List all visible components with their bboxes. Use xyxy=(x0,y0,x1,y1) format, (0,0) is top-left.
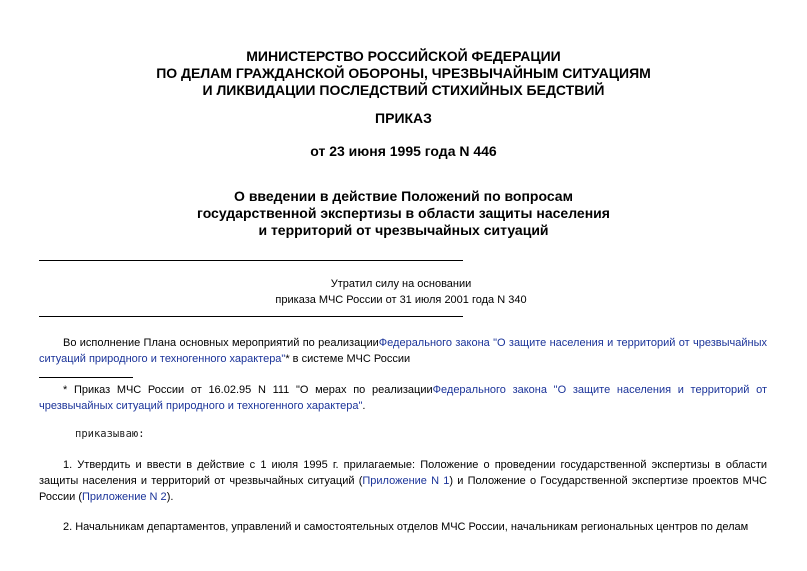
appendix-1-link[interactable]: Приложение N 1 xyxy=(362,475,450,487)
footnote-text: * Приказ МЧС России от 16.02.95 N 111 "О мерах по реализации xyxy=(63,384,433,396)
item-2-paragraph xyxy=(39,519,767,535)
ministry-line-1: МИНИСТЕРСТВО РОССИЙСКОЙ ФЕДЕРАЦИИ xyxy=(246,48,561,64)
document-title-line-3: и территорий от чрезвычайных ситуаций xyxy=(258,222,549,238)
document-title-line-2: государственной экспертизы в области защиты населения xyxy=(197,205,610,221)
ministry-line-2: ПО ДЕЛАМ ГРАЖДАНСКОЙ ОБОРОНЫ, ЧРЕЗВЫЧАЙНЫМ СИТУАЦИЯМ xyxy=(156,65,651,81)
status-note-line-1: Утратил силу на основании xyxy=(330,278,472,290)
footnote-text-after: . xyxy=(362,400,366,412)
footnote-divider xyxy=(39,377,133,378)
document-type: ПРИКАЗ xyxy=(375,110,432,126)
document-title-line-1: О введении в действие Положений по вопросам xyxy=(234,188,573,204)
item-2-text: 2. Начальникам департаментов, управлений и самостоятельных отделов МЧС России, начальникам региональных центров по делам xyxy=(63,521,749,533)
item-1-text-b: ) и Положение о Государственной экспертизе проектов МЧС России ( xyxy=(39,475,767,503)
preamble-paragraph xyxy=(39,335,767,367)
preamble-text: Во исполнение Плана основных мероприятий по реализации xyxy=(63,337,379,349)
item-1-text: 1. Утвердить и ввести в действие с 1 июля 1995 г. прилагаемые: Положение о проведении государственной экспертизы в области защиты населения и территорий от чрезвычайных ситуаций ( xyxy=(39,459,767,487)
status-note-line-2: приказа МЧС России от 31 июля 2001 года N 340 xyxy=(275,294,527,306)
preamble-text-after: * в системе МЧС России xyxy=(285,353,411,365)
document-date-number: от 23 июня 1995 года N 446 xyxy=(310,143,497,159)
item-1-paragraph xyxy=(39,457,767,505)
divider-bottom xyxy=(39,316,463,317)
appendix-2-link[interactable]: Приложение N 2 xyxy=(81,491,167,503)
footnote-federal-law-link[interactable]: Федерального закона "О защите населения и территорий от чрезвычайных ситуаций природного и техногенного характера" xyxy=(39,384,767,412)
item-1-text-c: ). xyxy=(166,491,174,503)
order-word: приказываю: xyxy=(75,428,145,440)
footnote xyxy=(39,382,767,414)
divider-top xyxy=(39,260,463,261)
ministry-line-3: И ЛИКВИДАЦИИ ПОСЛЕДСТВИЙ СТИХИЙНЫХ БЕДСТВИЙ xyxy=(202,82,605,98)
federal-law-link[interactable]: Федерального закона "О защите населения и территорий от чрезвычайных ситуаций природного и техногенного характера" xyxy=(39,337,767,365)
